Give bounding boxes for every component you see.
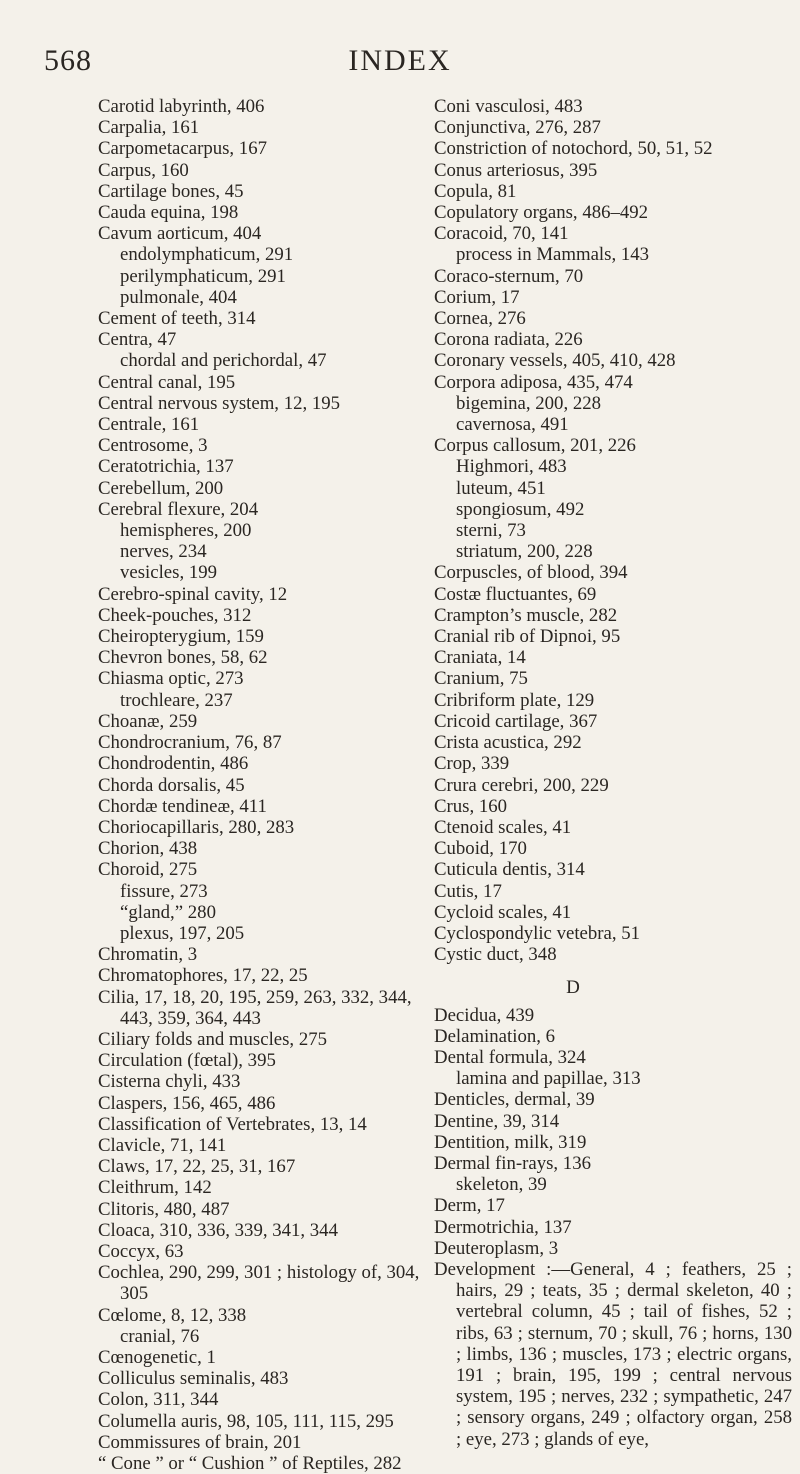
index-entry: Ciliary folds and muscles, 275 <box>98 1028 327 1050</box>
index-section-d <box>434 1005 792 1450</box>
index-subentry: lamina and papillae, 313 <box>456 1068 641 1090</box>
index-entry: Carpus, 160 <box>98 159 189 181</box>
index-entry: Craniata, 14 <box>434 647 526 669</box>
index-entry: Cerebral flexure, 204 <box>98 498 259 520</box>
index-entry: Cutis, 17 <box>434 880 502 902</box>
index-entry: Carotid labyrinth, 406 <box>98 96 265 117</box>
page-title: INDEX <box>348 44 452 77</box>
index-entry: Cloaca, 310, 336, 339, 341, 344 <box>98 1219 338 1241</box>
index-subentry: process in Mammals, 143 <box>456 244 650 266</box>
index-section-c <box>434 96 792 965</box>
index-entry: Copula, 81 <box>434 180 517 202</box>
index-entry: Commissures of brain, 201 <box>98 1431 302 1453</box>
index-subentry: chordal and perichordal, 47 <box>120 350 327 372</box>
index-entry: Cycloid scales, 41 <box>434 901 572 923</box>
index-entry: Crista acustica, 292 <box>434 732 582 754</box>
index-entry: Clitoris, 480, 487 <box>98 1198 230 1220</box>
index-subentry: cavernosa, 491 <box>456 414 569 436</box>
index-entry: Corona radiata, 226 <box>434 329 583 351</box>
index-entry: Copulatory organs, 486–492 <box>434 202 649 224</box>
index-entry: Cribriform plate, 129 <box>434 689 595 711</box>
index-entry: Cystic duct, 348 <box>434 944 557 966</box>
index-entry: Cyclospondylic vetebra, 51 <box>434 922 641 944</box>
index-entry: Corpuscles, of blood, 394 <box>434 562 628 584</box>
index-entry: Derm, 17 <box>434 1195 505 1217</box>
index-subentry: endolymphaticum, 291 <box>120 244 294 266</box>
index-entry: Cerebro-spinal cavity, 12 <box>98 583 288 605</box>
index-subentry: nerves, 234 <box>120 541 207 563</box>
index-entry: Cleithrum, 142 <box>98 1177 212 1199</box>
index-entry: Choriocapillaris, 280, 283 <box>98 816 295 838</box>
index-subentry: plexus, 197, 205 <box>120 922 245 944</box>
index-entry: Cranial rib of Dipnoi, 95 <box>434 626 621 648</box>
index-subentry: hemispheres, 200 <box>120 520 252 542</box>
index-entry: Cochlea, 290, 299, 301 ; histology of, 304, 305 <box>98 1262 420 1305</box>
index-entry: Corpus callosum, 201, 226 <box>434 435 636 457</box>
index-entry: Chevron bones, 58, 62 <box>98 647 268 669</box>
index-entry: Crura cerebri, 200, 229 <box>434 774 609 796</box>
index-entry: Colon, 311, 344 <box>98 1389 219 1411</box>
index-entry: Carpalia, 161 <box>98 117 200 139</box>
index-entry: Deuteroplasm, 3 <box>434 1237 559 1259</box>
index-entry: Colliculus seminalis, 483 <box>98 1368 289 1390</box>
index-entry: Coccyx, 63 <box>98 1240 184 1262</box>
index-entry: Constriction of notochord, 50, 51, 52 <box>434 138 713 160</box>
index-entry: Centrale, 161 <box>98 414 200 436</box>
index-entry: Ctenoid scales, 41 <box>434 816 572 838</box>
index-entry: Cœlome, 8, 12, 338 <box>98 1304 247 1326</box>
index-entry: Chromatin, 3 <box>98 944 198 966</box>
index-entry: Cricoid cartilage, 367 <box>434 710 598 732</box>
index-column-right <box>434 96 792 1450</box>
section-heading-d: D <box>566 977 580 999</box>
index-subentry: vesicles, 199 <box>120 562 218 584</box>
index-entry: Cauda equina, 198 <box>98 202 239 224</box>
index-subentry: “gland,” 280 <box>120 901 216 923</box>
index-entry: Columella auris, 98, 105, 111, 115, 295 <box>98 1410 394 1432</box>
index-entry: Chondrocranium, 76, 87 <box>98 732 282 754</box>
index-entry: Coracoid, 70, 141 <box>434 223 569 245</box>
index-entry: Central nervous system, 12, 195 <box>98 392 341 414</box>
index-entry: Crus, 160 <box>434 795 508 817</box>
index-entry: Chromatophores, 17, 22, 25 <box>98 965 308 987</box>
index-entry: Cuboid, 170 <box>434 838 527 860</box>
index-entry: Cilia, 17, 18, 20, 195, 259, 263, 332, 344, 443, 359, 364, 443 <box>98 986 412 1029</box>
index-entry: Crop, 339 <box>434 753 510 775</box>
index-entry: Chondrodentin, 486 <box>98 753 249 775</box>
index-entry: Cartilage bones, 45 <box>98 180 244 202</box>
index-entry: Classification of Vertebrates, 13, 14 <box>98 1113 367 1135</box>
index-entry: Circulation (fœtal), 395 <box>98 1050 276 1072</box>
index-entry: Crampton’s muscle, 282 <box>434 604 618 626</box>
index-subentry: spongiosum, 492 <box>456 498 585 520</box>
index-subentry: cranial, 76 <box>120 1325 200 1347</box>
index-entry: Denticles, dermal, 39 <box>434 1089 595 1111</box>
index-entry: Cement of teeth, 314 <box>98 308 256 330</box>
index-entry: Coni vasculosi, 483 <box>434 96 583 117</box>
index-entry: Centra, 47 <box>98 329 177 351</box>
index-entry: Conus arteriosus, 395 <box>434 159 598 181</box>
index-entry: Carpometacarpus, 167 <box>98 138 267 160</box>
index-entry: Chiasma optic, 273 <box>98 668 244 690</box>
index-subentry: fissure, 273 <box>120 880 208 902</box>
index-entry: Claws, 17, 22, 25, 31, 167 <box>98 1156 296 1178</box>
index-entry: Cerebellum, 200 <box>98 477 224 499</box>
index-subentry: bigemina, 200, 228 <box>456 392 602 414</box>
index-entry: Chordæ tendineæ, 411 <box>98 795 267 817</box>
page-number: 568 <box>44 44 92 77</box>
index-subentry: Highmori, 483 <box>456 456 567 478</box>
index-entry: Delamination, 6 <box>434 1025 556 1047</box>
index-subentry: pulmonale, 404 <box>120 286 237 308</box>
page-header <box>0 44 800 84</box>
index-entry: Coronary vessels, 405, 410, 428 <box>434 350 676 372</box>
index-entry: Dentition, milk, 319 <box>434 1131 587 1153</box>
index-entry: “ Cone ” or “ Cushion ” of Reptiles, 282 <box>98 1453 402 1474</box>
index-entry: Cornea, 276 <box>434 308 526 330</box>
index-entry: Coraco-sternum, 70 <box>434 265 584 287</box>
index-entry: Clavicle, 71, 141 <box>98 1134 227 1156</box>
index-subentry: striatum, 200, 228 <box>456 541 593 563</box>
index-entry: Cisterna chyli, 433 <box>98 1071 241 1093</box>
index-entry: Centrosome, 3 <box>98 435 208 457</box>
index-entry: Central canal, 195 <box>98 371 236 393</box>
index-entry: Development :—General, 4 ; feathers, 25 ; hairs, 29 ; teats, 35 ; dermal skeleton, 40 ; vertebral column, 45 ; tail of fishes, 52 ; ribs, 63 ; sternum, 70 ; skull, 76 ; horns, 130 ; limbs, 136 ; muscles, 173 ; electric organs, 191 ; brain, 195, 199 ; central nervous system, 195 ; nerves, 232 ; sympathetic, 247 ; sensory organs, 249 ; olfactory organ, 258 ; eye, 273 ; glands of eye, <box>434 1258 792 1450</box>
index-entry: Dental formula, 324 <box>434 1046 586 1068</box>
index-entry: Chorda dorsalis, 45 <box>98 774 245 796</box>
index-entry: Cavum aorticum, 404 <box>98 223 262 245</box>
index-entry: Claspers, 156, 465, 486 <box>98 1092 276 1114</box>
index-entry: Choanæ, 259 <box>98 710 198 732</box>
index-entry: Dentine, 39, 314 <box>434 1110 560 1132</box>
index-subentry: perilymphaticum, 291 <box>120 265 286 287</box>
index-entry: Corium, 17 <box>434 286 520 308</box>
index-entry: Costæ fluctuantes, 69 <box>434 583 597 605</box>
index-entry: Dermal fin-rays, 136 <box>434 1152 591 1174</box>
index-subentry: trochleare, 237 <box>120 689 233 711</box>
index-entry: Cuticula dentis, 314 <box>434 859 585 881</box>
index-entry: Decidua, 439 <box>434 1004 535 1026</box>
index-entry: Conjunctiva, 276, 287 <box>434 117 601 139</box>
index-subentry: skeleton, 39 <box>456 1174 547 1196</box>
index-entry: Choroid, 275 <box>98 859 198 881</box>
index-entry: Corpora adiposa, 435, 474 <box>434 371 633 393</box>
index-subentry: sterni, 73 <box>456 520 526 542</box>
index-entry: Dermotrichia, 137 <box>434 1216 572 1238</box>
index-entry: Cheek-pouches, 312 <box>98 604 252 626</box>
index-column-left <box>98 96 426 1474</box>
index-entry: Chorion, 438 <box>98 838 198 860</box>
index-entry: Cœnogenetic, 1 <box>98 1346 216 1368</box>
index-entry: Cranium, 75 <box>434 668 528 690</box>
index-entry: Cheiropterygium, 159 <box>98 626 264 648</box>
index-subentry: luteum, 451 <box>456 477 546 499</box>
index-entry: Ceratotrichia, 137 <box>98 456 234 478</box>
